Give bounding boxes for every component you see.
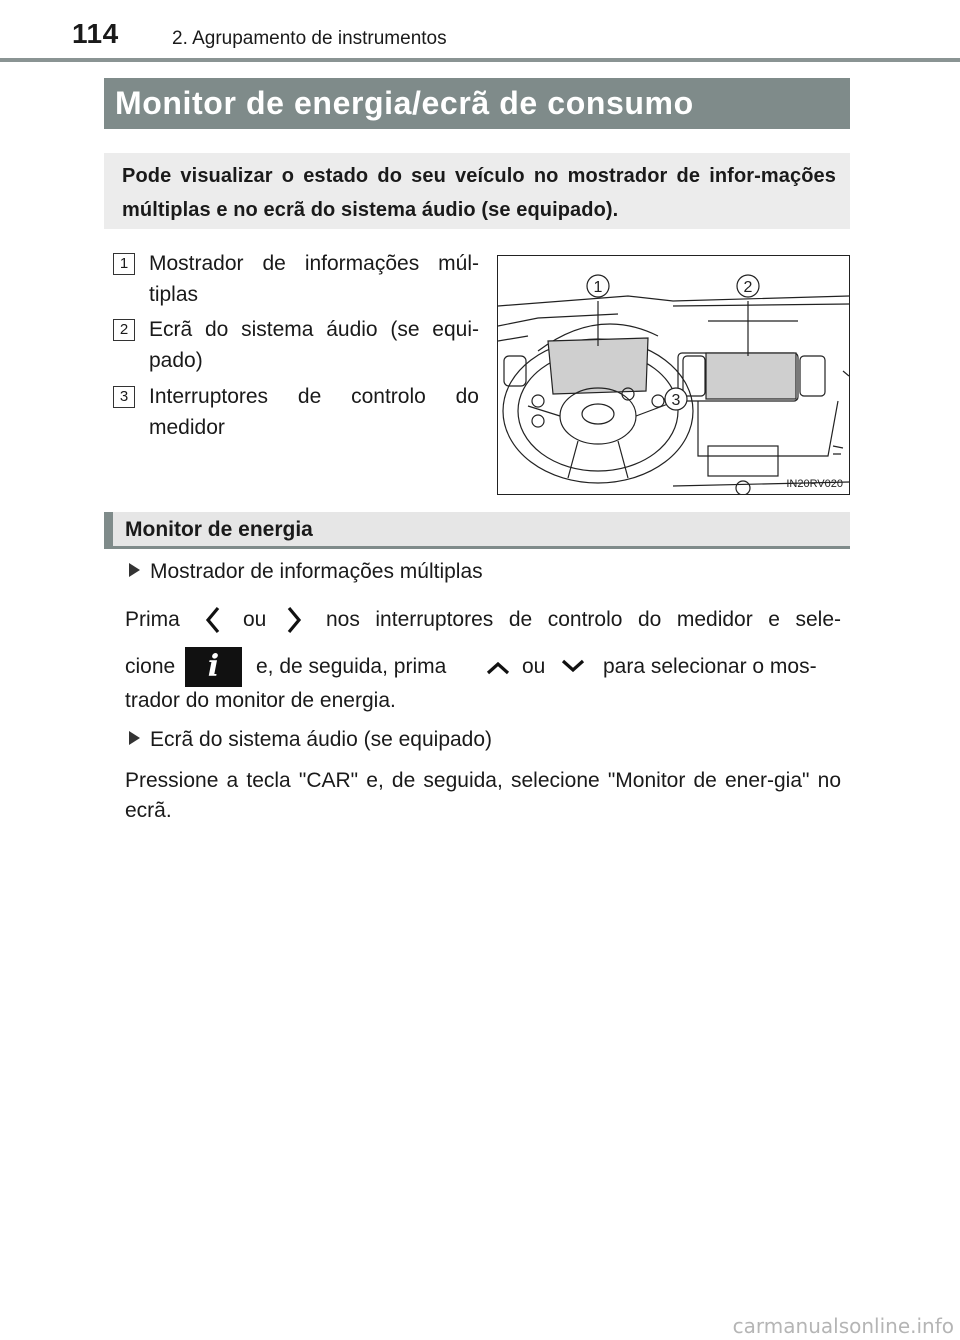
item-heading-1-text: Mostrador de informações múltiplas bbox=[150, 560, 483, 583]
callout-text-3: Interruptores de controlo do medidor bbox=[149, 385, 479, 439]
dashboard-illustration bbox=[497, 255, 850, 495]
header-rule bbox=[0, 58, 960, 62]
body-word-prima: Prima bbox=[125, 608, 180, 631]
chevron-down-icon bbox=[560, 656, 586, 676]
body-line-3: trador do monitor de energia. bbox=[125, 689, 396, 712]
callout-number-3: 3 bbox=[113, 386, 135, 408]
triangle-bullet-icon bbox=[129, 563, 140, 577]
marker-2: 2 bbox=[743, 279, 753, 296]
section-title: Monitor de energia/ecrã de consumo bbox=[104, 78, 850, 129]
body-word-ou-1: ou bbox=[243, 608, 267, 631]
subsection-title: Monitor de energia bbox=[104, 512, 850, 549]
marker-1: 1 bbox=[593, 279, 603, 296]
chevron-left-icon bbox=[203, 605, 223, 635]
body-word-cione: cione bbox=[125, 655, 176, 678]
callout-text-1: Mostrador de informações múl-tiplas bbox=[149, 252, 479, 306]
info-icon: i bbox=[185, 647, 242, 687]
chevron-right-icon bbox=[284, 605, 304, 635]
footer-watermark: carmanualsonline.info bbox=[732, 1314, 954, 1338]
running-header: 2. Agrupamento de instrumentos bbox=[172, 28, 447, 49]
callout-number-1: 1 bbox=[113, 253, 135, 275]
item-body-2: Pressione a tecla "CAR" e, de seguida, selecione "Monitor de ener-gia" no ecrã. bbox=[125, 769, 841, 822]
body-line-2-b: para selecionar o mos- bbox=[603, 655, 817, 678]
item-heading-1 bbox=[129, 557, 483, 587]
body-word-ou-2: ou bbox=[522, 655, 546, 678]
item-heading-2 bbox=[129, 725, 492, 755]
page-number: 114 bbox=[72, 18, 119, 49]
dashboard-line-art bbox=[498, 256, 849, 494]
illustration-code: IN20RV020 bbox=[786, 478, 843, 490]
item-heading-2-text: Ecrã do sistema áudio (se equipado) bbox=[150, 728, 493, 751]
triangle-bullet-icon bbox=[129, 731, 140, 745]
chevron-up-icon bbox=[485, 658, 511, 678]
body-line-1-rest: nos interruptores de controlo do medidor e sele- bbox=[326, 608, 841, 631]
intro-box: Pode visualizar o estado do seu veículo no mostrador de infor-mações múltiplas e no ecrã do sistema áudio (se equipado). bbox=[104, 153, 850, 229]
callout-text-2: Ecrã do sistema áudio (se equi-pado) bbox=[149, 318, 479, 372]
body-line-2-a: e, de seguida, prima bbox=[256, 655, 447, 678]
callout-number-2: 2 bbox=[113, 319, 135, 341]
marker-3: 3 bbox=[671, 392, 681, 409]
